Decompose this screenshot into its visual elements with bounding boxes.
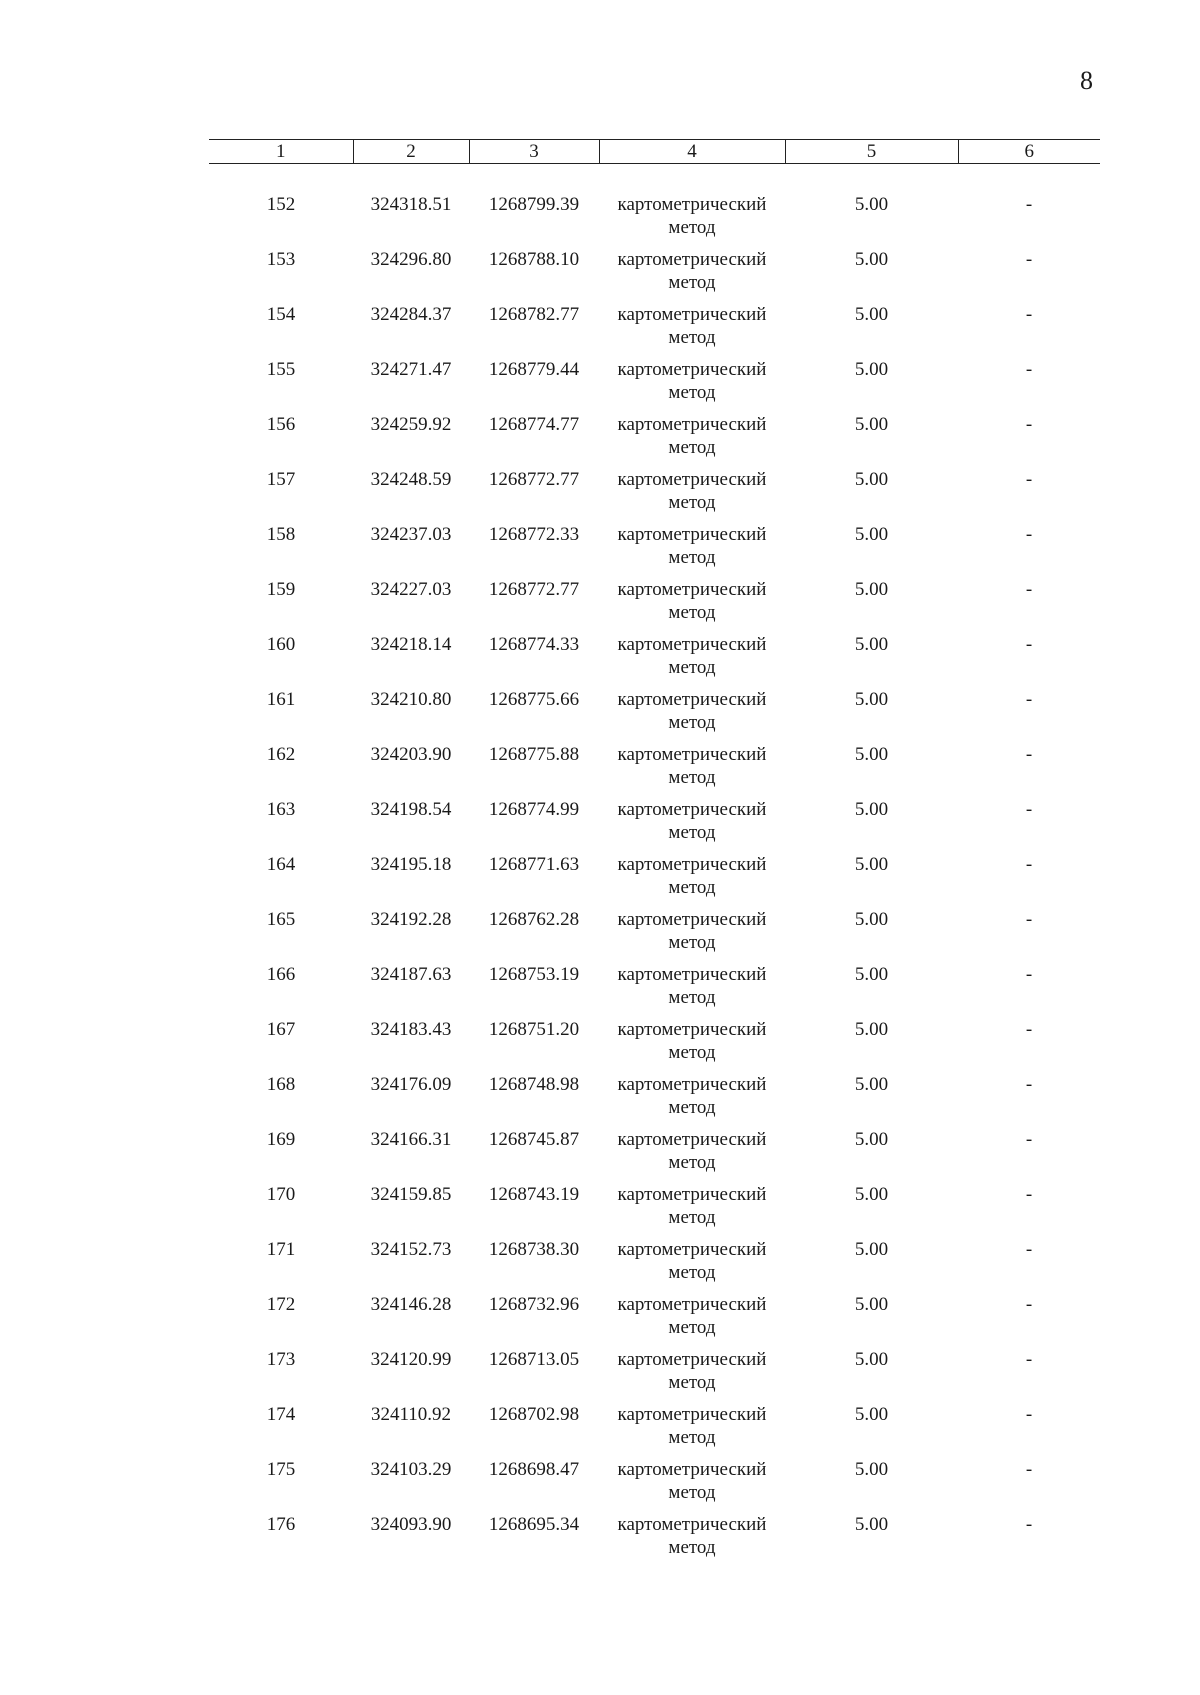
note-cell: - <box>1025 634 1033 655</box>
method-line-2: метод <box>668 1042 716 1063</box>
method-line-1: картометрический <box>617 964 767 985</box>
method-line-1: картометрический <box>617 1184 767 1205</box>
method-cell <box>599 193 785 248</box>
accuracy-cell: 5.00 <box>854 854 889 875</box>
note-cell: - <box>1025 1459 1033 1480</box>
point-number-cell: 173 <box>266 1349 296 1370</box>
note-cell: - <box>1025 524 1033 545</box>
x-coordinate-cell: 324183.43 <box>370 1019 452 1040</box>
method-cell <box>599 1293 785 1348</box>
method-line-2: метод <box>668 1262 716 1283</box>
table-row <box>209 908 1100 963</box>
accuracy-cell: 5.00 <box>854 1349 889 1370</box>
y-coordinate-cell: 1268762.28 <box>488 909 580 930</box>
method-line-1: картометрический <box>617 1074 767 1095</box>
note-cell: - <box>1025 1239 1033 1260</box>
note-cell: - <box>1025 304 1033 325</box>
y-coordinate-cell: 1268774.99 <box>488 799 580 820</box>
note-cell: - <box>1025 1294 1033 1315</box>
method-line-1: картометрический <box>617 799 767 820</box>
accuracy-cell: 5.00 <box>854 909 889 930</box>
point-number-cell: 167 <box>266 1019 296 1040</box>
x-coordinate-cell: 324120.99 <box>370 1349 452 1370</box>
y-coordinate-cell: 1268751.20 <box>488 1019 580 1040</box>
accuracy-cell: 5.00 <box>854 414 889 435</box>
point-number-cell: 168 <box>266 1074 296 1095</box>
method-cell <box>599 358 785 413</box>
method-line-2: метод <box>668 1482 716 1503</box>
table-row <box>209 1073 1100 1128</box>
header-col-2: 2 <box>353 140 469 164</box>
point-number-cell: 172 <box>266 1294 296 1315</box>
table-row <box>209 578 1100 633</box>
method-line-1: картометрический <box>617 1514 767 1535</box>
header-col-1: 1 <box>209 140 353 164</box>
y-coordinate-cell: 1268713.05 <box>488 1349 580 1370</box>
table-row <box>209 523 1100 578</box>
x-coordinate-cell: 324103.29 <box>370 1459 452 1480</box>
point-number-cell: 153 <box>266 249 296 270</box>
method-line-1: картометрический <box>617 744 767 765</box>
table-row <box>209 413 1100 468</box>
method-cell <box>599 1073 785 1128</box>
y-coordinate-cell: 1268788.10 <box>488 249 580 270</box>
point-number-cell: 160 <box>266 634 296 655</box>
method-cell <box>599 303 785 358</box>
accuracy-cell: 5.00 <box>854 1294 889 1315</box>
note-cell: - <box>1025 194 1033 215</box>
note-cell: - <box>1025 1019 1033 1040</box>
table-row <box>209 1128 1100 1183</box>
note-cell: - <box>1025 1129 1033 1150</box>
table-row <box>209 468 1100 523</box>
table-row <box>209 1348 1100 1403</box>
x-coordinate-cell: 324146.28 <box>370 1294 452 1315</box>
point-number-cell: 163 <box>266 799 296 820</box>
accuracy-cell: 5.00 <box>854 1459 889 1480</box>
point-number-cell: 166 <box>266 964 296 985</box>
y-coordinate-cell: 1268702.98 <box>488 1404 580 1425</box>
y-coordinate-cell: 1268695.34 <box>488 1514 580 1535</box>
y-coordinate-cell: 1268698.47 <box>488 1459 580 1480</box>
x-coordinate-cell: 324259.92 <box>370 414 452 435</box>
x-coordinate-cell: 324218.14 <box>370 634 452 655</box>
table-row <box>209 1183 1100 1238</box>
x-coordinate-cell: 324227.03 <box>370 579 452 600</box>
x-coordinate-cell: 324187.63 <box>370 964 452 985</box>
method-cell <box>599 1403 785 1458</box>
table-row <box>209 688 1100 743</box>
method-line-1: картометрический <box>617 359 767 380</box>
method-line-1: картометрический <box>617 469 767 490</box>
point-number-cell: 169 <box>266 1129 296 1150</box>
method-cell <box>599 688 785 743</box>
x-coordinate-cell: 324166.31 <box>370 1129 452 1150</box>
x-coordinate-cell: 324271.47 <box>370 359 452 380</box>
method-line-2: метод <box>668 602 716 623</box>
y-coordinate-cell: 1268748.98 <box>488 1074 580 1095</box>
note-cell: - <box>1025 1404 1033 1425</box>
x-coordinate-cell: 324198.54 <box>370 799 452 820</box>
method-line-2: метод <box>668 877 716 898</box>
coordinates-table <box>209 139 1100 1568</box>
method-line-1: картометрический <box>617 249 767 270</box>
table-row <box>209 1513 1100 1568</box>
y-coordinate-cell: 1268772.33 <box>488 524 580 545</box>
accuracy-cell: 5.00 <box>854 1239 889 1260</box>
method-line-2: метод <box>668 712 716 733</box>
header-col-3: 3 <box>469 140 599 164</box>
y-coordinate-cell: 1268743.19 <box>488 1184 580 1205</box>
method-line-2: метод <box>668 327 716 348</box>
table-row <box>209 633 1100 688</box>
point-number-cell: 174 <box>266 1404 296 1425</box>
table-header <box>209 140 1100 164</box>
method-line-2: метод <box>668 657 716 678</box>
method-line-1: картометрический <box>617 414 767 435</box>
accuracy-cell: 5.00 <box>854 359 889 380</box>
method-line-1: картометрический <box>617 1019 767 1040</box>
y-coordinate-cell: 1268772.77 <box>488 579 580 600</box>
note-cell: - <box>1025 854 1033 875</box>
point-number-cell: 158 <box>266 524 296 545</box>
note-cell: - <box>1025 689 1033 710</box>
method-line-1: картометрический <box>617 634 767 655</box>
x-coordinate-cell: 324203.90 <box>370 744 452 765</box>
note-cell: - <box>1025 249 1033 270</box>
note-cell: - <box>1025 579 1033 600</box>
note-cell: - <box>1025 414 1033 435</box>
accuracy-cell: 5.00 <box>854 689 889 710</box>
accuracy-cell: 5.00 <box>854 1129 889 1150</box>
method-line-2: метод <box>668 1097 716 1118</box>
method-line-2: метод <box>668 1207 716 1228</box>
header-col-4: 4 <box>599 140 785 164</box>
note-cell: - <box>1025 1514 1033 1535</box>
method-line-1: картометрический <box>617 304 767 325</box>
point-number-cell: 159 <box>266 579 296 600</box>
method-cell <box>599 413 785 468</box>
accuracy-cell: 5.00 <box>854 304 889 325</box>
method-cell <box>599 523 785 578</box>
method-line-2: метод <box>668 437 716 458</box>
table-spacer <box>209 164 1100 194</box>
method-line-2: метод <box>668 767 716 788</box>
note-cell: - <box>1025 744 1033 765</box>
method-line-2: метод <box>668 217 716 238</box>
note-cell: - <box>1025 359 1033 380</box>
method-line-1: картометрический <box>617 1404 767 1425</box>
accuracy-cell: 5.00 <box>854 249 889 270</box>
x-coordinate-cell: 324152.73 <box>370 1239 452 1260</box>
note-cell: - <box>1025 909 1033 930</box>
y-coordinate-cell: 1268732.96 <box>488 1294 580 1315</box>
point-number-cell: 157 <box>266 469 296 490</box>
y-coordinate-cell: 1268779.44 <box>488 359 580 380</box>
method-cell <box>599 633 785 688</box>
x-coordinate-cell: 324284.37 <box>370 304 452 325</box>
note-cell: - <box>1025 469 1033 490</box>
x-coordinate-cell: 324110.92 <box>370 1404 452 1425</box>
header-col-5: 5 <box>785 140 958 164</box>
method-cell <box>599 853 785 908</box>
method-line-2: метод <box>668 822 716 843</box>
table-row <box>209 303 1100 358</box>
header-row <box>209 140 1100 164</box>
point-number-cell: 156 <box>266 414 296 435</box>
table-row <box>209 963 1100 1018</box>
accuracy-cell: 5.00 <box>854 964 889 985</box>
method-cell <box>599 798 785 853</box>
x-coordinate-cell: 324195.18 <box>370 854 452 875</box>
method-cell <box>599 1018 785 1073</box>
accuracy-cell: 5.00 <box>854 194 889 215</box>
method-line-2: метод <box>668 1372 716 1393</box>
y-coordinate-cell: 1268774.77 <box>488 414 580 435</box>
note-cell: - <box>1025 1184 1033 1205</box>
table-row <box>209 1018 1100 1073</box>
method-line-2: метод <box>668 1537 716 1558</box>
note-cell: - <box>1025 1349 1033 1370</box>
table-row <box>209 1458 1100 1513</box>
method-line-1: картометрический <box>617 1129 767 1150</box>
method-cell <box>599 248 785 303</box>
point-number-cell: 171 <box>266 1239 296 1260</box>
method-line-2: метод <box>668 492 716 513</box>
point-number-cell: 176 <box>266 1514 296 1535</box>
method-line-2: метод <box>668 547 716 568</box>
method-cell <box>599 468 785 523</box>
method-line-2: метод <box>668 272 716 293</box>
point-number-cell: 152 <box>266 194 296 215</box>
table-body <box>209 164 1100 1569</box>
method-cell <box>599 1513 785 1568</box>
method-cell <box>599 1128 785 1183</box>
method-line-1: картометрический <box>617 1459 767 1480</box>
method-cell <box>599 1348 785 1403</box>
table-row <box>209 193 1100 248</box>
method-cell <box>599 963 785 1018</box>
point-number-cell: 170 <box>266 1184 296 1205</box>
x-coordinate-cell: 324248.59 <box>370 469 452 490</box>
note-cell: - <box>1025 799 1033 820</box>
y-coordinate-cell: 1268771.63 <box>488 854 580 875</box>
y-coordinate-cell: 1268782.77 <box>488 304 580 325</box>
table-row <box>209 248 1100 303</box>
accuracy-cell: 5.00 <box>854 634 889 655</box>
x-coordinate-cell: 324093.90 <box>370 1514 452 1535</box>
method-cell <box>599 578 785 633</box>
point-number-cell: 165 <box>266 909 296 930</box>
method-line-1: картометрический <box>617 524 767 545</box>
y-coordinate-cell: 1268799.39 <box>488 194 580 215</box>
method-cell <box>599 908 785 963</box>
y-coordinate-cell: 1268775.88 <box>488 744 580 765</box>
y-coordinate-cell: 1268738.30 <box>488 1239 580 1260</box>
x-coordinate-cell: 324237.03 <box>370 524 452 545</box>
point-number-cell: 155 <box>266 359 296 380</box>
point-number-cell: 154 <box>266 304 296 325</box>
point-number-cell: 161 <box>266 689 296 710</box>
method-line-2: метод <box>668 932 716 953</box>
method-line-1: картометрический <box>617 579 767 600</box>
table-row <box>209 1403 1100 1458</box>
method-line-1: картометрический <box>617 194 767 215</box>
accuracy-cell: 5.00 <box>854 799 889 820</box>
y-coordinate-cell: 1268772.77 <box>488 469 580 490</box>
x-coordinate-cell: 324318.51 <box>370 194 452 215</box>
x-coordinate-cell: 324192.28 <box>370 909 452 930</box>
x-coordinate-cell: 324296.80 <box>370 249 452 270</box>
method-line-2: метод <box>668 1317 716 1338</box>
page-number: 8 <box>1080 66 1093 95</box>
accuracy-cell: 5.00 <box>854 579 889 600</box>
header-col-6: 6 <box>958 140 1100 164</box>
method-line-1: картометрический <box>617 689 767 710</box>
accuracy-cell: 5.00 <box>854 744 889 765</box>
method-line-1: картометрический <box>617 909 767 930</box>
table-row <box>209 1238 1100 1293</box>
method-cell <box>599 1183 785 1238</box>
table-row <box>209 358 1100 413</box>
y-coordinate-cell: 1268774.33 <box>488 634 580 655</box>
accuracy-cell: 5.00 <box>854 1404 889 1425</box>
method-line-1: картометрический <box>617 1239 767 1260</box>
table-row <box>209 743 1100 798</box>
accuracy-cell: 5.00 <box>854 1184 889 1205</box>
accuracy-cell: 5.00 <box>854 1074 889 1095</box>
accuracy-cell: 5.00 <box>854 524 889 545</box>
y-coordinate-cell: 1268753.19 <box>488 964 580 985</box>
method-line-2: метод <box>668 382 716 403</box>
x-coordinate-cell: 324210.80 <box>370 689 452 710</box>
accuracy-cell: 5.00 <box>854 1019 889 1040</box>
y-coordinate-cell: 1268775.66 <box>488 689 580 710</box>
method-cell <box>599 743 785 798</box>
point-number-cell: 175 <box>266 1459 296 1480</box>
accuracy-cell: 5.00 <box>854 1514 889 1535</box>
accuracy-cell: 5.00 <box>854 469 889 490</box>
method-line-1: картометрический <box>617 1294 767 1315</box>
y-coordinate-cell: 1268745.87 <box>488 1129 580 1150</box>
x-coordinate-cell: 324176.09 <box>370 1074 452 1095</box>
x-coordinate-cell: 324159.85 <box>370 1184 452 1205</box>
point-number-cell: 162 <box>266 744 296 765</box>
method-cell <box>599 1238 785 1293</box>
table-row <box>209 798 1100 853</box>
point-number-cell: 164 <box>266 854 296 875</box>
table-row <box>209 853 1100 908</box>
note-cell: - <box>1025 964 1033 985</box>
table-row <box>209 1293 1100 1348</box>
method-line-2: метод <box>668 1152 716 1173</box>
method-line-2: метод <box>668 987 716 1008</box>
note-cell: - <box>1025 1074 1033 1095</box>
method-line-1: картометрический <box>617 854 767 875</box>
method-line-2: метод <box>668 1427 716 1448</box>
method-cell <box>599 1458 785 1513</box>
method-line-1: картометрический <box>617 1349 767 1370</box>
